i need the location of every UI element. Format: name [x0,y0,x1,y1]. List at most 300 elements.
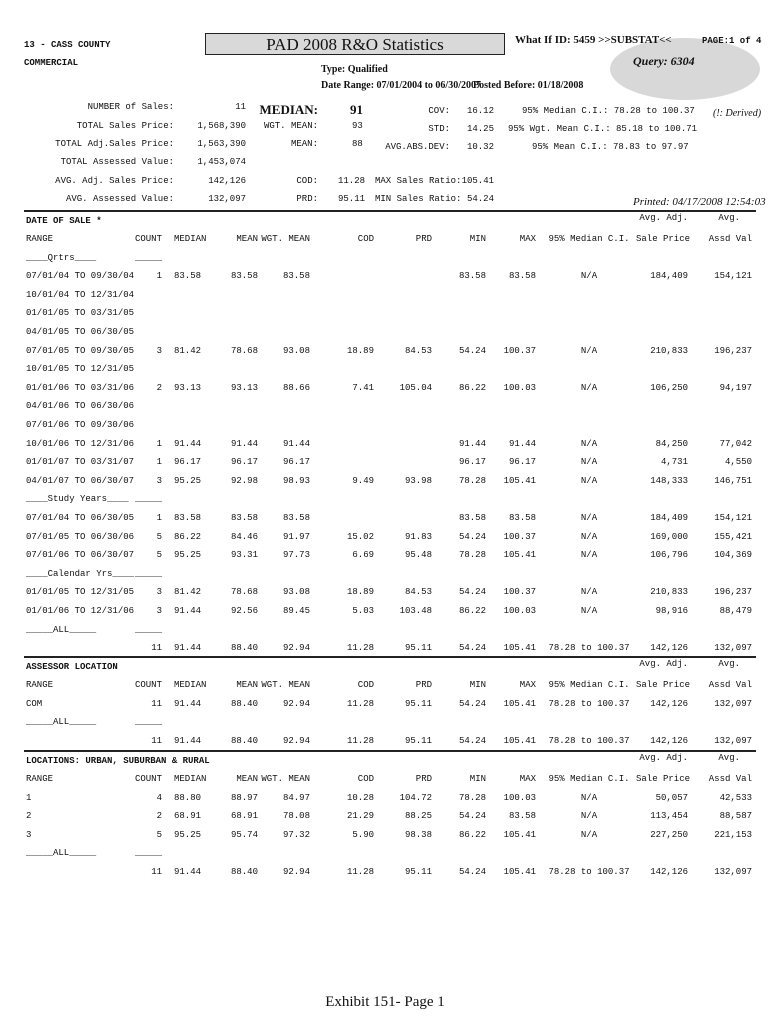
col-header-cod: COD [357,234,374,244]
cell-avg-assd-val: 77,042 [719,438,752,449]
cell-median-ci: 78.28 to 100.37 [548,735,630,746]
cell-cod: 11.28 [346,698,374,709]
col-header-cod: COD [357,774,374,784]
cell-avg-assd-val: 88,587 [719,811,752,822]
wgt-mean-label: WGT. MEAN: [263,121,318,131]
cell-range: 10/01/04 TO 12/31/04 [26,289,135,300]
cell-wgt-mean: 92.94 [282,643,310,654]
table-row [0,587,770,601]
table-row [0,736,770,750]
cell-mean: 93.13 [230,382,258,393]
cell-prd: 95.11 [404,735,432,746]
col-header-range: RANGE [26,774,54,784]
cell-median-ci: N/A [580,587,598,598]
cell-max: 96.17 [508,457,536,468]
table-row [0,476,770,490]
cell-prd: 84.53 [404,345,432,356]
cell-cod: 11.28 [346,867,374,877]
section-divider [24,210,756,212]
cell-range: 10/01/05 TO 12/31/05 [26,364,135,375]
cell-cod: 18.89 [346,587,374,598]
cell-median-ci: N/A [580,457,598,468]
cell-median-ci: N/A [580,792,598,803]
cell-max: 100.03 [503,792,536,803]
col-header-avg-sale-price: Sale Price [636,234,691,244]
cell-median: 91.44 [174,438,202,449]
mean-label: MEAN: [290,139,318,149]
table-row [0,848,770,862]
cell-range: 10/01/06 TO 12/31/06 [26,438,135,449]
col-header-avg-sale-price: Sale Price [636,680,691,690]
cell-range: 07/01/04 TO 09/30/04 [26,271,135,282]
cell-cod: 15.02 [346,531,374,542]
median-ci: 95% Median C.I.: 78.28 to 100.37 [522,106,695,116]
cell-max: 105.41 [503,867,536,877]
cell-min: 78.28 [458,792,486,803]
cell-avg-assd-val: 146,751 [714,475,752,486]
col-header-wgt-mean: WGT. MEAN [261,774,310,784]
table-row [0,420,770,434]
cell-min: 86.22 [458,382,486,393]
col-header-median: MEDIAN [174,234,207,244]
cell-prd: 104.72 [399,792,432,803]
avg-abs-dev-value: 10.32 [466,142,494,152]
min-ratio-value: 54.24 [466,194,494,204]
cell-median: 83.58 [174,271,202,282]
cell-cod: 21.29 [346,811,374,822]
cell-count: _____ [134,494,162,505]
col-top-avg-adj: Avg. Adj. [639,213,688,223]
cell-avg-sale-price: 106,796 [650,550,688,561]
cell-avg-sale-price: 184,409 [650,271,688,282]
col-top-avg-adj: Avg. Adj. [639,659,688,669]
col-top-avg: Avg. [718,659,740,669]
col-header-mean: MEAN [236,774,258,784]
cell-cod: 7.41 [352,382,374,393]
cell-median-ci: N/A [580,513,598,523]
cell-avg-sale-price: 142,126 [650,643,688,654]
cell-wgt-mean: 83.58 [282,513,310,523]
cell-avg-assd-val: 154,121 [714,271,752,282]
cell-median-ci: N/A [580,811,598,822]
exhibit-footer: Exhibit 151- Page 1 [325,994,445,1010]
printed-timestamp: Printed: 04/17/2008 12:54:03 [633,196,766,208]
cell-count: 3 [156,345,162,356]
col-header-max: MAX [519,680,536,690]
cod-label: COD: [296,176,318,186]
cell-max: 100.37 [503,531,536,542]
cell-mean: 68.91 [230,811,258,822]
col-header-median-ci: 95% Median C.I. [548,774,630,784]
table-row [0,271,770,285]
table-row [0,513,770,527]
cell-avg-sale-price: 106,250 [650,382,688,393]
cell-median: 95.25 [174,475,202,486]
cell-avg-assd-val: 132,097 [714,643,752,654]
cov-label: COV: [428,106,450,116]
cell-median: 81.42 [174,587,202,598]
cell-max: 83.58 [508,811,536,822]
cell-prd: 105.04 [399,382,432,393]
col-header-prd: PRD [415,234,432,244]
cov-value: 16.12 [466,106,494,116]
cell-median-ci: 78.28 to 100.37 [548,698,630,709]
cell-mean: 84.46 [230,531,258,542]
cell-cod: 9.49 [352,475,374,486]
col-header-count: COUNT [134,680,162,690]
cell-count: 3 [156,475,162,486]
table-row [0,346,770,360]
cell-range: 07/01/06 TO 06/30/07 [26,550,135,561]
max-ratio-value: 105.41 [461,176,494,186]
cell-wgt-mean: 96.17 [282,457,310,468]
table-row [0,401,770,415]
wgt-mean-value: 93 [352,121,363,131]
col-header-range: RANGE [26,234,54,244]
cell-mean: 95.74 [230,829,258,840]
query-highlight [610,38,760,100]
summary-value: 11 [235,102,246,112]
cell-max: 105.41 [503,550,536,561]
cell-count: _____ [134,568,162,579]
cell-max: 83.58 [508,271,536,282]
wgt-mean-ci: 95% Wgt. Mean C.I.: 85.18 to 100.71 [508,124,698,134]
cell-prd: 91.83 [404,531,432,542]
cell-range: 04/01/06 TO 06/30/06 [26,401,135,412]
section-divider [24,656,756,658]
col-header-wgt-mean: WGT. MEAN [261,234,310,244]
cell-avg-sale-price: 4,731 [660,457,688,468]
col-header-avg-assd-val: Assd Val [708,234,752,244]
cell-median: 96.17 [174,457,202,468]
title-box [205,33,505,55]
cell-min: 86.22 [458,606,486,616]
cell-mean: 91.44 [230,438,258,449]
cell-range: 1 [26,792,32,803]
col-header-median-ci: 95% Median C.I. [548,680,630,690]
table-row [0,717,770,731]
summary-label: NUMBER of Sales: [87,102,174,112]
std-value: 14.25 [466,124,494,134]
cell-min: 86.22 [458,829,486,840]
cell-median: 95.25 [174,829,202,840]
table-row [0,364,770,378]
summary-value: 1,563,390 [197,139,246,149]
col-header-count: COUNT [134,774,162,784]
cell-median: 91.44 [174,698,202,709]
col-header-min: MIN [469,234,486,244]
summary-value: 1,568,390 [197,121,246,131]
cell-max: 105.41 [503,829,536,840]
cell-median-ci: N/A [580,271,598,282]
table-row [0,439,770,453]
cell-mean: 88.40 [230,735,258,746]
cell-count: _____ [134,624,162,635]
summary-value: 142,126 [208,176,246,186]
cell-avg-sale-price: 142,126 [650,867,688,877]
cell-mean: 88.40 [230,643,258,654]
cell-wgt-mean: 78.08 [282,811,310,822]
cell-avg-assd-val: 132,097 [714,867,752,877]
cell-count: 11 [151,643,162,654]
cell-median: 91.44 [174,643,202,654]
cell-prd: 95.11 [404,643,432,654]
cell-mean: 92.56 [230,606,258,616]
cell-wgt-mean: 93.08 [282,587,310,598]
cell-count: 1 [156,438,162,449]
cell-avg-assd-val: 132,097 [714,698,752,709]
cell-median-ci: N/A [580,475,598,486]
col-top-avg: Avg. [718,753,740,763]
cell-min: 91.44 [458,438,486,449]
table-row [0,494,770,508]
cell-mean: 88.40 [230,698,258,709]
cell-avg-assd-val: 94,197 [719,382,752,393]
col-header-median-ci: 95% Median C.I. [548,234,630,244]
table-row [0,569,770,583]
cell-range: 07/01/04 TO 06/30/05 [26,513,135,523]
avg-abs-dev-label: AVG.ABS.DEV: [385,142,450,152]
section-title: DATE OF SALE * [26,216,102,226]
cell-prd: 98.38 [404,829,432,840]
cell-count: 5 [156,531,162,542]
cell-max: 100.37 [503,345,536,356]
cell-median: 91.44 [174,867,202,877]
cell-avg-sale-price: 113,454 [650,811,688,822]
table-row [0,290,770,304]
summary-label: AVG. Adj. Sales Price: [55,176,174,186]
col-header-median: MEDIAN [174,680,207,690]
cod-value: 11.28 [338,176,366,186]
cell-avg-assd-val: 196,237 [714,587,752,598]
col-header-mean: MEAN [236,234,258,244]
cell-cod: 6.69 [352,550,374,561]
cell-min: 54.24 [458,345,486,356]
cell-range: _____ALL_____ [26,848,97,859]
cell-count: 11 [151,698,162,709]
cell-range: COM [26,698,43,709]
cell-median-ci: N/A [580,606,598,616]
cell-wgt-mean: 92.94 [282,867,310,877]
cell-range: 01/01/06 TO 03/31/06 [26,382,135,393]
cell-wgt-mean: 92.94 [282,735,310,746]
cell-wgt-mean: 89.45 [282,606,310,616]
cell-median: 83.58 [174,513,202,523]
cell-count: _____ [134,252,162,263]
col-header-wgt-mean: WGT. MEAN [261,680,310,690]
cell-median-ci: N/A [580,438,598,449]
cell-avg-assd-val: 88,479 [719,606,752,616]
cell-median: 91.44 [174,606,202,616]
cell-range: 01/01/05 TO 12/31/05 [26,587,135,598]
col-header-prd: PRD [415,774,432,784]
cell-mean: 93.31 [230,550,258,561]
median-value: 91 [350,102,363,117]
cell-prd: 95.48 [404,550,432,561]
cell-median-ci: N/A [580,345,598,356]
sale-type: Type: Qualified [321,64,388,75]
cell-count: _____ [134,848,162,859]
cell-cod: 11.28 [346,643,374,654]
cell-prd: 84.53 [404,587,432,598]
cell-min: 54.24 [458,531,486,542]
cell-avg-sale-price: 210,833 [650,587,688,598]
col-header-median: MEDIAN [174,774,207,784]
cell-avg-sale-price: 210,833 [650,345,688,356]
posted-before: Posted Before: 01/18/2008 [473,80,584,91]
cell-max: 100.03 [503,606,536,616]
cell-avg-assd-val: 154,121 [714,513,752,523]
cell-mean: 96.17 [230,457,258,468]
cell-min: 83.58 [458,271,486,282]
col-header-avg-assd-val: Assd Val [708,774,752,784]
table-row [0,532,770,546]
column-header-row [0,234,770,248]
cell-avg-sale-price: 227,250 [650,829,688,840]
report-title: PAD 2008 R&O Statistics [266,35,444,54]
col-header-count: COUNT [134,234,162,244]
cell-min: 96.17 [458,457,486,468]
cell-avg-assd-val: 196,237 [714,345,752,356]
cell-range: ____Qrtrs____ [26,252,97,263]
cell-range: 04/01/07 TO 06/30/07 [26,475,135,486]
col-header-min: MIN [469,680,486,690]
cell-prd: 95.11 [404,698,432,709]
cell-avg-assd-val: 221,153 [714,829,752,840]
summary-label: AVG. Assessed Value: [65,194,174,204]
cell-range: 01/01/06 TO 12/31/06 [26,606,135,616]
summary-label: TOTAL Sales Price: [76,121,174,131]
mean-value: 88 [352,139,363,149]
county-name: 13 - CASS COUNTY [24,40,111,50]
cell-wgt-mean: 97.32 [282,829,310,840]
cell-min: 54.24 [458,587,486,598]
cell-wgt-mean: 93.08 [282,345,310,356]
cell-count: 3 [156,587,162,598]
cell-median: 91.44 [174,735,202,746]
col-header-cod: COD [357,680,374,690]
cell-count: 5 [156,829,162,840]
col-header-prd: PRD [415,680,432,690]
cell-mean: 83.58 [230,513,258,523]
cell-wgt-mean: 84.97 [282,792,310,803]
cell-mean: 78.68 [230,345,258,356]
cell-min: 54.24 [458,867,486,877]
cell-max: 100.03 [503,382,536,393]
mean-ci: 95% Mean C.I.: 78.83 to 97.97 [532,142,689,152]
cell-avg-assd-val: 132,097 [714,735,752,746]
col-header-avg-assd-val: Assd Val [708,680,752,690]
cell-avg-assd-val: 42,533 [719,792,752,803]
table-row [0,253,770,267]
cell-prd: 103.48 [399,606,432,616]
summary-label: TOTAL Assessed Value: [60,157,174,167]
cell-wgt-mean: 91.97 [282,531,310,542]
median-label: MEDIAN: [259,102,318,117]
cell-wgt-mean: 98.93 [282,475,310,486]
table-row [0,811,770,825]
cell-avg-sale-price: 169,000 [650,531,688,542]
cell-avg-sale-price: 142,126 [650,698,688,709]
cell-prd: 95.11 [404,867,432,877]
cell-range: ____Calendar Yrs____ [26,568,135,579]
query-id: Query: 6304 [633,54,695,68]
cell-range: 07/01/05 TO 09/30/05 [26,345,135,356]
table-row [0,699,770,713]
col-header-mean: MEAN [236,680,258,690]
cell-max: 105.41 [503,475,536,486]
section-title: ASSESSOR LOCATION [26,662,118,672]
date-range: Date Range: 07/01/2004 to 06/30/2007 [321,80,481,91]
column-header-row [0,680,770,694]
cell-max: 105.41 [503,735,536,746]
cell-count: 1 [156,457,162,468]
column-header-row [0,774,770,788]
cell-count: 2 [156,382,162,393]
cell-median: 86.22 [174,531,202,542]
cell-median-ci: N/A [580,829,598,840]
cell-min: 54.24 [458,811,486,822]
property-class: COMMERCIAL [24,58,79,68]
cell-avg-assd-val: 104,369 [714,550,752,561]
cell-median: 81.42 [174,345,202,356]
table-row [0,830,770,844]
cell-avg-sale-price: 184,409 [650,513,688,523]
cell-cod: 5.03 [352,606,374,616]
cell-cod: 18.89 [346,345,374,356]
cell-median: 93.13 [174,382,202,393]
cell-avg-sale-price: 148,333 [650,475,688,486]
cell-min: 78.28 [458,475,486,486]
cell-max: 105.41 [503,643,536,654]
cell-min: 54.24 [458,698,486,709]
section-title: LOCATIONS: URBAN, SUBURBAN & RURAL [26,756,210,766]
cell-max: 105.41 [503,698,536,709]
cell-range: 07/01/05 TO 06/30/06 [26,531,135,542]
cell-cod: 10.28 [346,792,374,803]
cell-median-ci: 78.28 to 100.37 [548,643,630,654]
max-ratio-label: MAX Sales Ratio: [375,176,462,186]
cell-count: 3 [156,606,162,616]
cell-count: 5 [156,550,162,561]
cell-cod: 5.90 [352,829,374,840]
cell-prd: 88.25 [404,811,432,822]
section-divider [24,750,756,752]
page-number: PAGE:1 of 4 [702,36,762,46]
prd-value: 95.11 [338,194,366,204]
cell-avg-sale-price: 84,250 [655,438,688,449]
summary-value: 132,097 [208,194,246,204]
cell-max: 83.58 [508,513,536,523]
table-row [0,793,770,807]
cell-cod: 11.28 [346,735,374,746]
cell-prd: 93.98 [404,475,432,486]
prd-label: PRD: [296,194,318,204]
col-header-max: MAX [519,234,536,244]
table-row [0,327,770,341]
table-row [0,550,770,564]
table-row [0,383,770,397]
cell-range: _____ALL_____ [26,717,97,728]
cell-count: 2 [156,811,162,822]
cell-min: 78.28 [458,550,486,561]
cell-count: _____ [134,717,162,728]
derived-note: (!: Derived) [713,108,762,119]
cell-range: _____ALL_____ [26,624,97,635]
cell-median-ci: N/A [580,550,598,561]
cell-median-ci: 78.28 to 100.37 [548,867,630,877]
cell-max: 91.44 [508,438,536,449]
